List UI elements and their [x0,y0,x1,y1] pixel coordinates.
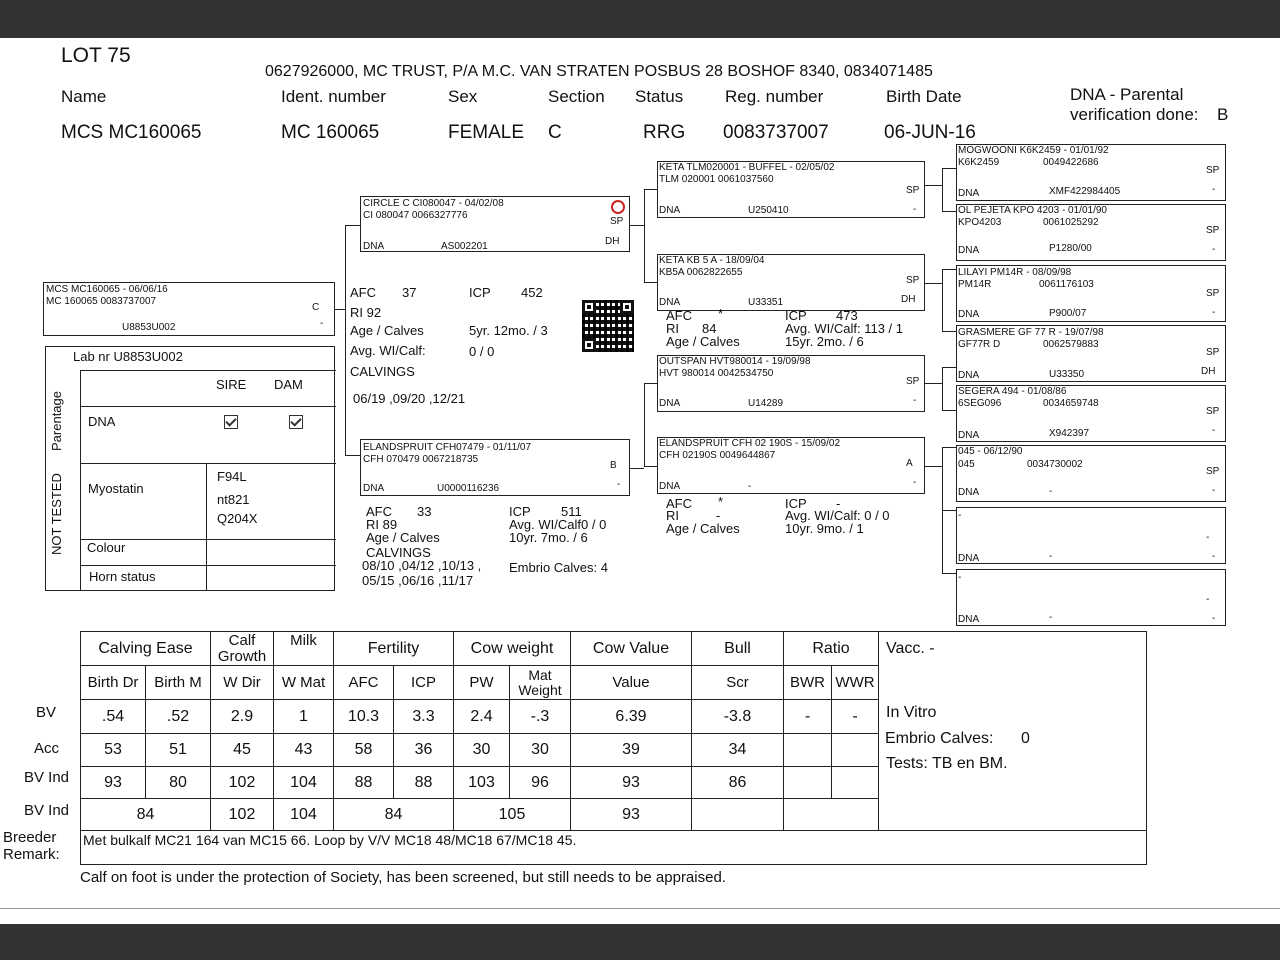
g3-2-dna-value: P1280/00 [1049,243,1092,254]
dd-ri: RI 89 [366,517,398,532]
g2-4-line-2: CFH 02190S 0049644867 [659,450,776,461]
g2-1-r1: SP [906,185,920,196]
cfh-wi: Avg. WI/Calf: 0 / 0 [785,508,890,523]
g3-4-dna-value: U33350 [1049,369,1085,380]
animal-birth: 06-JUN-16 [884,122,976,143]
g3-5-line-1: SEGERA 494 - 01/08/86 [958,386,1067,397]
dam-wi-value: 0 / 0 [469,344,495,359]
sire-line-1: CIRCLE C CI080047 - 04/02/08 [363,198,504,209]
dam-ri: RI 92 [350,305,382,320]
horn-status-label: Horn status [89,569,156,584]
sub-birth-dr: Birth Dr [81,666,146,700]
g3-5-dna-label: DNA [958,430,980,441]
bv-ind-group-value: 105 [454,799,571,831]
embrio-calves-label: Embrio Calves: [885,730,994,747]
group-cow-value: Cow Value [571,632,692,666]
dam-dna-label: DNA [363,483,385,494]
embrio-calves-value: 0 [1021,730,1030,747]
g3-5-r2: - [1212,425,1216,436]
g3-1-reg: 0049422686 [1043,157,1099,168]
dd-wi: Avg. WI/Calf0 / 0 [509,517,607,532]
myostatin-label: Myostatin [88,481,144,496]
colour-label: Colour [87,540,126,555]
sub-bwr: BWR [784,666,832,700]
dd-afc-value: 33 [417,504,432,519]
bv-ind-value [832,767,879,799]
g3-1-r2: - [1212,184,1216,195]
sire-line-2: CI 080047 0066327776 [363,210,468,221]
row-label-bv: BV [36,704,57,721]
bv-ind-value: 88 [394,767,454,799]
g3-3-r2: - [1212,307,1216,318]
dna-row-label: DNA [88,414,116,429]
cfh-age-value: 10yr. 9mo. / 1 [785,521,864,536]
g3-4-dna-label: DNA [958,370,980,381]
g3-5-r1: SP [1206,406,1220,417]
acc-value: 34 [692,734,784,767]
top-bar [0,0,1280,38]
subject-dash: - [320,318,324,329]
g3-5-dna-value: X942397 [1049,428,1090,439]
bv-value: 2.9 [211,700,274,734]
bv-ind-group-value: 84 [81,799,211,831]
g2-4-dna-value: - [748,481,752,492]
acc-value: 36 [394,734,454,767]
footer-note: Calf on foot is under the protection of Society, has been screened, but still needs to be appraised. [80,869,726,886]
g3-box-6 [956,445,1226,502]
row-label-bv-ind: BV Ind [24,769,70,786]
group-bull: Bull [692,632,784,666]
g2-3-dna-value: U14289 [748,398,784,409]
sub-scr: Scr [692,666,784,700]
animal-section: C [548,122,562,143]
g2-1-line-1: KETA TLM020001 - BUFFEL - 02/05/02 [659,162,835,173]
animal-status: RRG [643,122,686,143]
sire-dna-label: DNA [363,241,385,252]
g3-6-reg: 0034730002 [1027,459,1083,470]
g3-6-line-1: 045 - 06/12/90 [958,446,1023,457]
bv-ind-value: 88 [334,767,394,799]
sub-value: Value [571,666,692,700]
g3-8-dna-label: DNA [958,614,980,625]
hdr-sex: Sex [448,87,478,106]
sire-dna-value: AS002201 [441,241,488,252]
sub-wwr: WWR [832,666,879,700]
bv-value: 6.39 [571,700,692,734]
animal-name: MCS MC160065 [61,122,202,143]
cfh-ri-value: - [716,508,721,523]
g2-3-line-1: OUTSPAN HVT980014 - 19/09/98 [659,356,811,367]
g3-3-dna-label: DNA [958,309,980,320]
bv-value: 1 [274,700,334,734]
acc-value: 39 [571,734,692,767]
in-vitro-text: In Vitro [886,704,937,721]
g3-box-3 [956,265,1226,322]
cfh-icp-label: ICP [785,496,807,511]
dd-icp-label: ICP [509,504,531,519]
bv-ind-group-value [784,799,879,831]
kb-ri-label: RI [666,321,679,336]
lab-number: Lab nr U8853U002 [73,349,183,364]
g2-2-dna-value: U33351 [748,297,784,308]
dd-embrio: Embrio Calves: 4 [509,560,608,575]
g2-4-dna-label: DNA [659,481,681,492]
g2-2-r2: DH [901,294,916,305]
g3-3-r1: SP [1206,288,1220,299]
sub-pw: PW [454,666,510,700]
g3-2-r2: - [1212,244,1216,255]
sub-birth-m: Birth M [146,666,211,700]
g3-1-dna-label: DNA [958,188,980,199]
bv-ind-value [784,767,832,799]
dam-dash: - [617,479,621,490]
notes-cell [879,632,1147,831]
g2-1-dna-label: DNA [659,205,681,216]
group-milk: Milk [274,632,334,666]
g3-1-id: K6K2459 [958,157,1000,168]
bv-ind-value: 104 [274,767,334,799]
dd-age-label: Age / Calves [366,530,440,545]
g3-8-dna-value: - [1049,612,1053,623]
kb-wi: Avg. WI/Calf: 113 / 1 [785,321,904,336]
sire-dh: DH [605,236,620,247]
hdr-dna-2: verification done: [1070,105,1199,124]
dam-icp-value: 452 [521,285,543,300]
sub-afc: AFC [334,666,394,700]
dam-calvings-value: 06/19 ,09/20 ,12/21 [353,391,466,406]
g3-4-r1: SP [1206,347,1220,358]
g2-box-2 [657,254,925,311]
kb-icp-value: 473 [836,308,858,323]
g2-2-line-1: KETA KB 5 A - 18/09/04 [659,255,765,266]
group-ratio: Ratio [784,632,879,666]
g3-7-r2: - [1212,551,1216,562]
dd-afc-label: AFC [366,504,392,519]
g3-7-dna-value: - [1049,551,1053,562]
dam-calvings-label: CALVINGS [350,364,415,379]
g3-8-r1: - [1206,594,1210,605]
sire-box [360,196,630,252]
g3-4-line-1: GRASMERE GF 77 R - 19/07/98 [958,327,1104,338]
bv-ind-value: 96 [510,767,571,799]
kb-afc-label: AFC [666,308,692,323]
hdr-status: Status [635,87,684,106]
acc-value [784,734,832,767]
not-tested-label: NOT TESTED [49,473,64,555]
dd-calvings-label: CALVINGS [366,545,431,560]
vacc-text: Vacc. - [886,640,935,657]
footer-divider [0,908,1280,909]
subject-line-1: MCS MC160065 - 06/06/16 [46,284,168,295]
group-calf-growth: Calf Growth [211,632,274,666]
group-cow-weight: Cow weight [454,632,571,666]
bv-table [80,631,1147,865]
g3-5-reg: 0034659748 [1043,398,1099,409]
lot-number: LOT 75 [61,44,131,67]
dam-afc-label: AFC [350,285,376,300]
g3-2-reg: 0061025292 [1043,217,1099,228]
breeder-remark: Met bulkalf MC21 164 van MC15 66. Loop by V/V MC18 48/MC18 67/MC18 45. [81,831,1147,865]
g3-6-r1: SP [1206,466,1220,477]
bv-ind-value: 93 [571,767,692,799]
owner-line: 0627926000, MC TRUST, P/A M.C. VAN STRATEN POSBUS 28 BOSHOF 8340, 0834071485 [265,63,933,80]
sire-dna-checkbox [224,415,238,429]
cfh-afc-value: * [718,494,724,509]
row-label-acc: Acc [34,740,60,757]
kb-age-value: 15yr. 2mo. / 6 [785,334,864,349]
kb-age-label: Age / Calves [666,334,740,349]
g3-2-id: KPO4203 [958,217,1002,228]
bv-ind-value: 102 [211,767,274,799]
g2-3-line-2: HVT 980014 0042534750 [659,368,774,379]
acc-value: 51 [146,734,211,767]
subject-line-2: MC 160065 0083737007 [46,296,157,307]
g2-box-4 [657,437,925,494]
parentage-label: Parentage [49,391,64,451]
breeder-label: Breeder [3,829,57,846]
bv-value: 2.4 [454,700,510,734]
sire-col: SIRE [216,377,247,392]
acc-value: 43 [274,734,334,767]
lab-panel [45,346,335,591]
g3-6-dna-label: DNA [958,487,980,498]
g3-1-line-1: MOGWOONI K6K2459 - 01/01/92 [958,145,1109,156]
g2-4-line-1: ELANDSPRUIT CFH 02 190S - 15/09/02 [659,438,841,449]
g2-2-r1: SP [906,275,920,286]
g2-2-dna-label: DNA [659,297,681,308]
bv-ind-group-value: 84 [334,799,454,831]
dam-dna-checkbox [289,415,303,429]
bv-value: -3.8 [692,700,784,734]
dd-calvings-2: 05/15 ,06/16 ,11/17 [362,573,474,588]
hdr-birth: Birth Date [886,87,962,106]
g3-box-1 [956,144,1226,201]
dam-line-2: CFH 070479 0067218735 [363,454,479,465]
g3-4-r2: DH [1201,366,1216,377]
row-label-bv-ind-group: BV Ind [24,802,70,819]
sub-w-mat: W Mat [274,666,334,700]
g3-3-reg: 0061176103 [1039,279,1094,290]
cfh-icp-value: - [836,496,841,511]
g3-7-line-1: - [958,510,962,521]
myostatin-q204x: Q204X [217,511,258,526]
dd-icp-value: 511 [561,504,582,519]
g2-3-dna-label: DNA [659,398,681,409]
qr-code [582,300,634,352]
kb-icp-label: ICP [785,308,807,323]
bv-value: .52 [146,700,211,734]
hdr-ident: Ident. number [281,87,386,106]
myostatin-nt821: nt821 [217,492,250,507]
g3-2-line-1: OL PEJETA KPO 4203 - 01/01/90 [958,205,1107,216]
dd-age-value: 10yr. 7mo. / 6 [509,530,588,545]
sub-w-dir: W Dir [211,666,274,700]
g3-3-line-1: LILAYI PM14R - 08/09/98 [958,267,1072,278]
animal-reg: 0083737007 [723,122,829,143]
acc-value: 45 [211,734,274,767]
dam-dna-value: U0000116236 [437,483,500,494]
g2-4-r2: - [913,477,917,488]
g3-2-r1: SP [1206,225,1220,236]
g2-box-3 [657,355,925,412]
bv-ind-value: 103 [454,767,510,799]
subject-labnr: U8853U002 [122,322,176,333]
g3-3-id: PM14R [958,279,992,290]
bv-ind-value: 93 [81,767,146,799]
g2-1-line-2: TLM 020001 0061037560 [659,174,774,185]
bv-ind-group-value [692,799,784,831]
sub-mat-weight: Mat Weight [510,666,571,700]
acc-value [832,734,879,767]
bv-value: - [832,700,879,734]
g3-box-5 [956,385,1226,442]
bv-value: 3.3 [394,700,454,734]
sub-icp: ICP [394,666,454,700]
remark-label: Remark: [3,846,60,863]
kb-afc-value: * [718,306,724,321]
g3-box-7 [956,507,1226,564]
dam-afc-value: 37 [402,285,417,300]
g3-6-r2: - [1212,485,1216,496]
bv-ind-value: 86 [692,767,784,799]
hdr-dna-1: DNA - Parental [1070,85,1184,104]
animal-sex: FEMALE [448,122,525,143]
animal-ident: MC 160065 [281,122,380,143]
cfh-afc-label: AFC [666,496,692,511]
kb-ri-value: 84 [702,321,717,336]
hdr-name: Name [61,87,107,106]
g3-8-r2: - [1212,613,1216,624]
g3-box-2 [956,204,1226,261]
subject-box [43,282,335,336]
dam-wi-label: Avg. WI/Calf: [350,343,426,358]
bv-ind-group-value: 93 [571,799,692,831]
dam-icp-label: ICP [469,285,491,300]
g3-7-r1: - [1206,532,1210,543]
g2-box-1 [657,161,925,218]
g3-4-reg: 0062579883 [1043,339,1099,350]
bv-value: .54 [81,700,146,734]
bv-value: - [784,700,832,734]
g3-4-id: GF77R D [958,339,1001,350]
g3-5-id: 6SEG096 [958,398,1002,409]
group-calving-ease: Calving Ease [81,632,211,666]
breed-logo-icon [611,200,625,214]
acc-value: 58 [334,734,394,767]
dd-calvings-1: 08/10 ,04/12 ,10/13 , [362,558,482,573]
g3-6-dna-value: - [1049,486,1053,497]
bv-value: -.3 [510,700,571,734]
g2-1-r2: - [913,204,917,215]
g2-3-r1: SP [906,376,920,387]
g3-8-line-1: - [958,572,962,583]
g3-7-dna-label: DNA [958,553,980,564]
g3-box-8 [956,569,1226,626]
dam-line-1: ELANDSPRUIT CFH07479 - 01/11/07 [363,442,532,453]
myostatin-f94l: F94L [217,469,247,484]
bv-value: 10.3 [334,700,394,734]
g3-6-id: 045 [958,459,975,470]
dam-box [360,439,630,496]
bv-ind-group-value: 104 [274,799,334,831]
cfh-ri-label: RI [666,508,679,523]
cfh-age-label: Age / Calves [666,521,740,536]
animal-dna-verification: B [1217,105,1229,124]
g2-4-r1: A [906,458,913,469]
g2-1-dna-value: U250410 [748,205,789,216]
g3-box-4 [956,325,1226,382]
bv-ind-value: 80 [146,767,211,799]
hdr-section: Section [548,87,605,106]
group-fertility: Fertility [334,632,454,666]
hdr-reg: Reg. number [725,87,824,106]
g3-1-dna-value: XMF422984405 [1049,186,1121,197]
dam-b: B [610,460,617,471]
bv-ind-group-value: 102 [211,799,274,831]
g2-3-r2: - [913,395,917,406]
g2-2-line-2: KB5A 0062822655 [659,267,743,278]
acc-value: 53 [81,734,146,767]
bottom-bar [0,924,1280,960]
acc-value: 30 [510,734,571,767]
dam-age-label: Age / Calves [350,323,424,338]
g3-2-dna-label: DNA [958,245,980,256]
subject-section: C [312,302,320,313]
dam-age-value: 5yr. 12mo. / 3 [469,323,548,338]
acc-value: 30 [454,734,510,767]
sire-sp: SP [610,216,624,227]
g3-1-r1: SP [1206,165,1220,176]
dam-col: DAM [274,377,303,392]
tests-text: Tests: TB en BM. [886,755,1008,772]
g3-3-dna-value: P900/07 [1049,308,1087,319]
